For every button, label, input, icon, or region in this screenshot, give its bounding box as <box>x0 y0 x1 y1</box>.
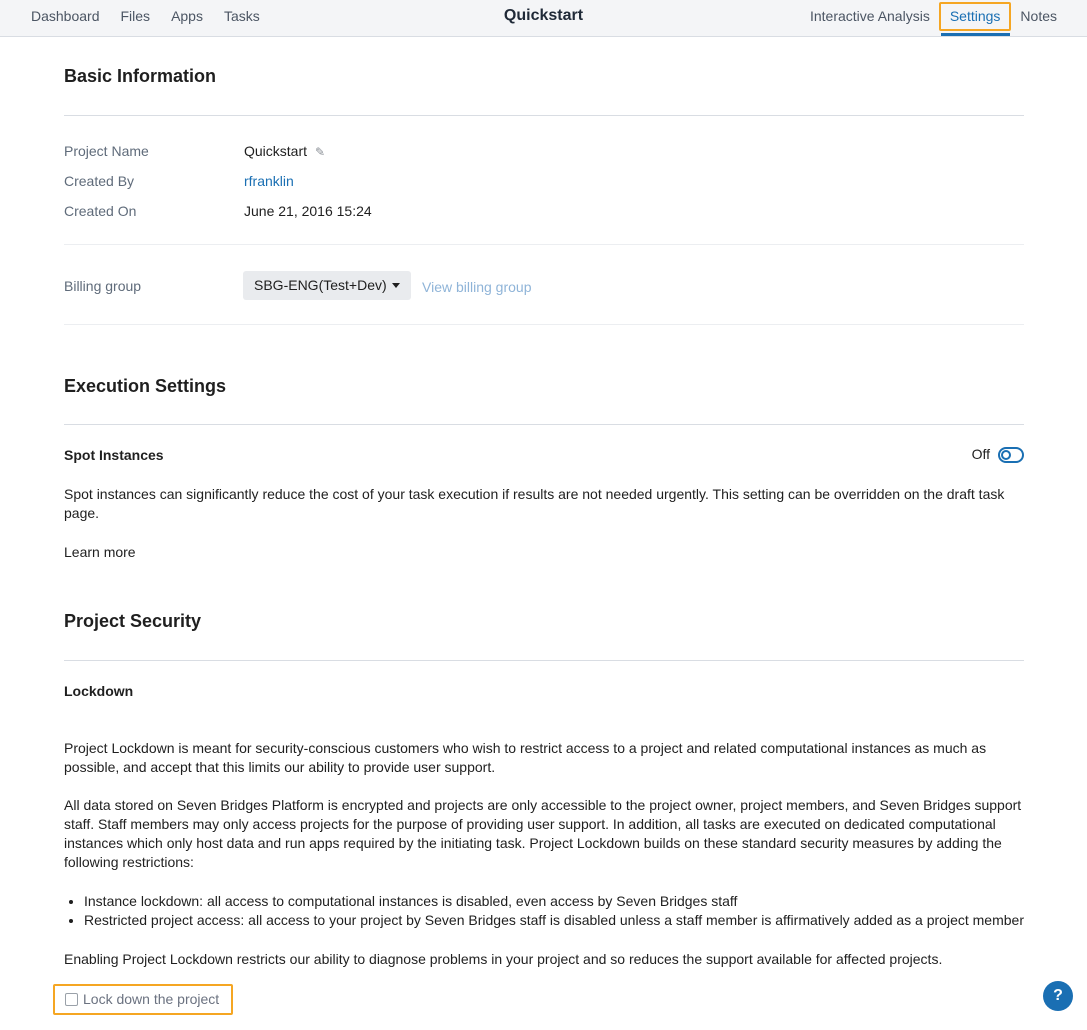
lockdown-paragraph-1: Project Lockdown is meant for security-conscious customers who wish to restrict access to a project and related computational instances as much as possible, and accept that this limits our ability to provide user support. <box>64 740 987 775</box>
created-on-value: June 21, 2016 15:24 <box>244 203 372 219</box>
project-security-title: Project Security <box>64 611 202 631</box>
billing-group-label: Billing group <box>64 278 142 294</box>
nav-interactive-analysis[interactable]: Interactive Analysis <box>809 8 930 24</box>
settings-tab-highlight <box>939 2 1011 31</box>
divider <box>64 115 1024 116</box>
nav-dashboard[interactable]: Dashboard <box>31 8 100 24</box>
list-item: • Restricted project access: all access to your project by Seven Bridges staff is disabled unless a staff member is affirmatively added as a project member <box>84 911 1044 930</box>
project-name-label: Project Name <box>64 143 149 159</box>
lock-down-checkbox[interactable] <box>65 993 78 1006</box>
nav-apps[interactable]: Apps <box>171 8 203 24</box>
nav-notes[interactable]: Notes <box>1020 8 1057 24</box>
settings-tab-underline <box>941 33 1010 36</box>
divider <box>64 324 1024 325</box>
divider <box>64 244 1024 245</box>
billing-group-select[interactable] <box>243 271 411 300</box>
project-title: Quickstart <box>503 7 584 24</box>
spot-instances-toggle[interactable] <box>998 447 1024 463</box>
project-name-text: Quickstart <box>244 143 308 159</box>
lockdown-restrictions-list <box>84 892 1044 930</box>
lockdown-paragraph-3: Enabling Project Lockdown restricts our ability to diagnose problems in your project and so reduces the support available for affected projects. <box>64 951 943 967</box>
billing-group-value: SBG-ENG(Test+Dev) <box>254 277 387 293</box>
toggle-knob <box>1001 450 1011 460</box>
help-button[interactable]: ? <box>1043 981 1073 1011</box>
divider <box>64 660 1024 661</box>
pencil-icon[interactable]: ✎ <box>315 145 326 159</box>
list-item: • Instance lockdown: all access to computational instances is disabled, even access by Seven Bridges staff <box>84 892 1044 911</box>
spot-instances-description: Spot instances can significantly reduce the cost of your task execution if results are not needed urgently. This setting can be overridden on the draft task page. <box>64 486 1005 521</box>
lock-down-label[interactable]: Lock down the project <box>83 991 220 1007</box>
created-on-label: Created On <box>64 203 137 219</box>
spot-toggle-state: Off <box>971 446 990 462</box>
lockdown-paragraph-2: All data stored on Seven Bridges Platform is encrypted and projects are only accessible to the project owner, project members, and Seven Bridges support staff. Staff members may only access projects for the purpose of providing user support. In addition, all tasks are executed on dedicated computational instances which only host data and run apps required by the initiating task. Project Lockdown builds on these standard security measures by adding the following restrictions: <box>64 797 1022 870</box>
nav-tasks[interactable]: Tasks <box>223 8 260 24</box>
divider <box>64 424 1024 425</box>
learn-more-link[interactable]: Learn more <box>64 544 136 560</box>
created-by-label: Created By <box>64 173 135 189</box>
project-name-value <box>244 143 325 159</box>
lockdown-title: Lockdown <box>64 683 134 699</box>
nav-right <box>790 8 1057 25</box>
spot-instances-title: Spot Instances <box>64 447 164 463</box>
created-by-link[interactable]: rfranklin <box>244 173 294 189</box>
execution-settings-title: Execution Settings <box>64 376 227 396</box>
tab-settings[interactable]: Settings <box>949 8 1001 24</box>
nav-files[interactable]: Files <box>120 8 151 24</box>
top-nav-bar <box>0 0 1087 37</box>
view-billing-group-link[interactable]: View billing group <box>422 279 532 295</box>
caret-down-icon <box>392 283 400 288</box>
basic-info-title: Basic Information <box>64 66 217 86</box>
